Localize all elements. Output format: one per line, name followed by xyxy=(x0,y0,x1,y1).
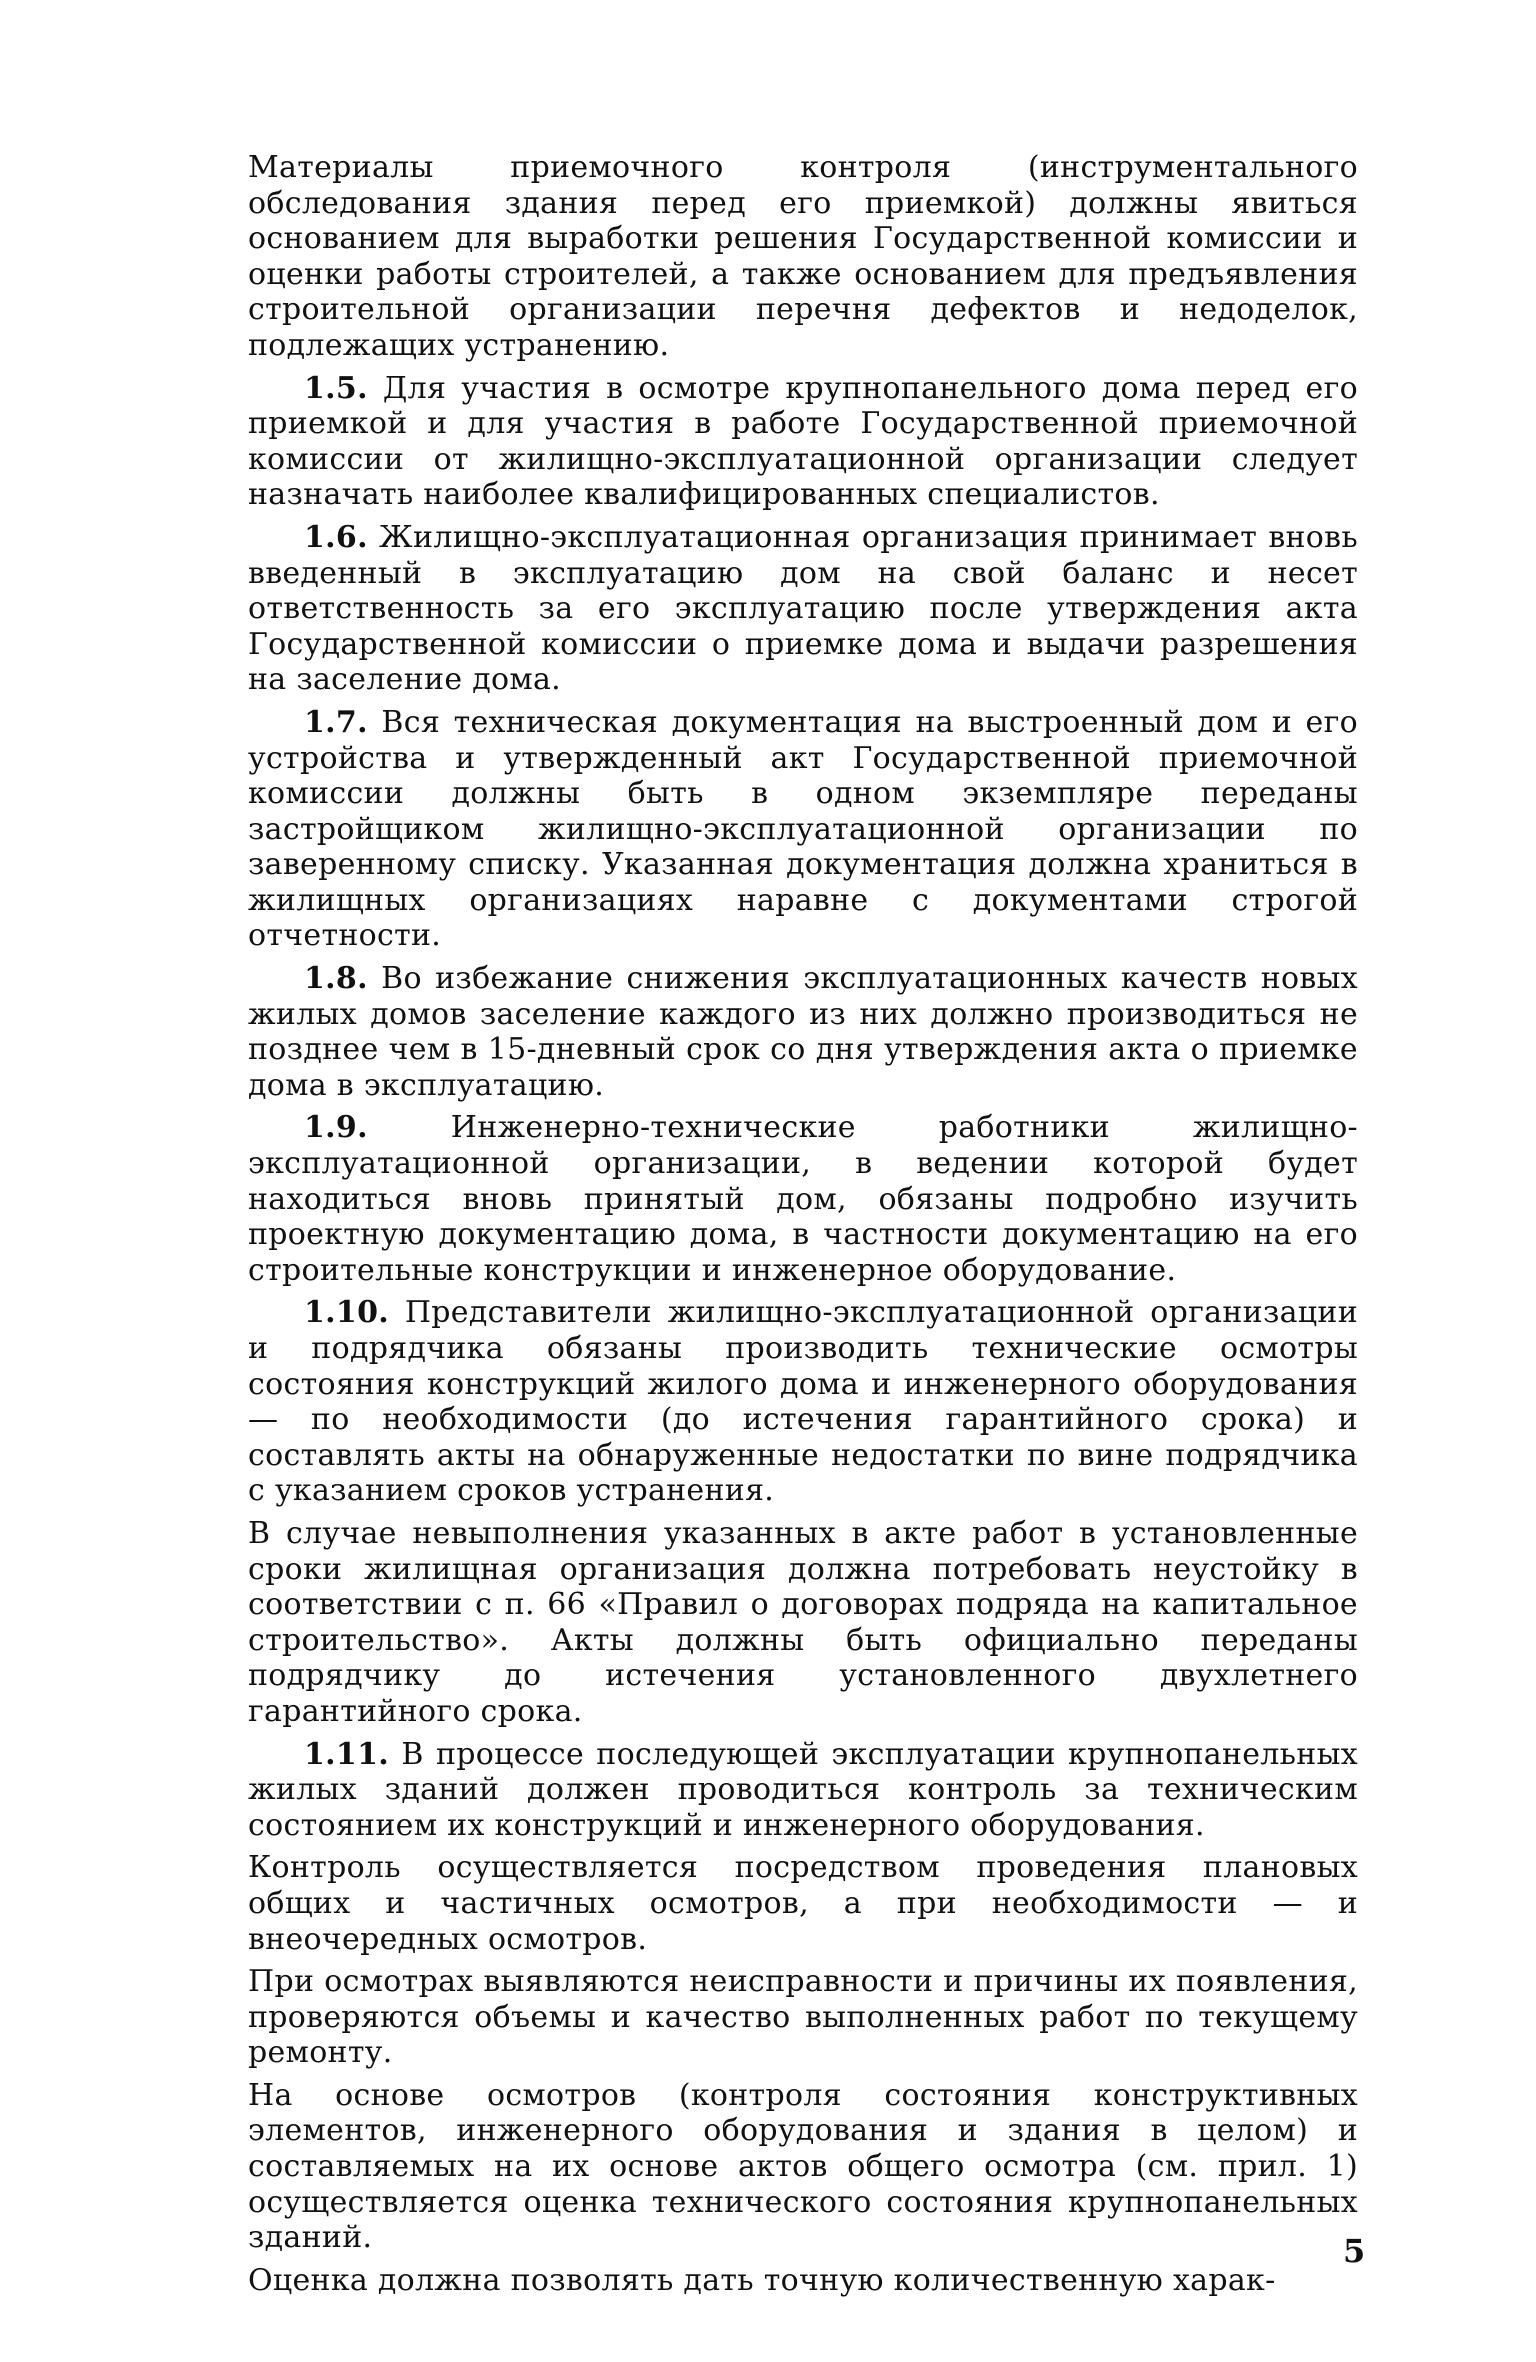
paragraph-inspections xyxy=(248,1964,1358,2071)
paragraph-number: 1.5. xyxy=(304,370,368,406)
paragraph-1-7 xyxy=(248,705,1358,954)
page-number: 5 xyxy=(1343,2232,1366,2270)
paragraph-control xyxy=(248,1850,1358,1957)
paragraph-text: Оценка должна позволять дать точную количественную харак- xyxy=(248,2262,1276,2298)
paragraph-text: Жилищно-эксплуатационная организация принимает вновь введенный в эксплуатацию дом на свой баланс и несет ответственность за его эксплуатацию после утверждения акта Государственной комиссии о приемке дома и выдачи разрешения на заселение дома. xyxy=(248,519,1358,698)
paragraph-text: При осмотрах выявляются неисправности и причины их появления, проверяются объемы и качество выполненных работ по текущему ремонту. xyxy=(248,1964,1358,2071)
paragraph-text: Инженерно-технические работники жилищно-эксплуатационной организации, в ведении которой будет находиться вновь принятый дом, обязаны подробно изучить проектную документацию дома, в частности документацию на его строительные конструкции и инженерное оборудование. xyxy=(248,1110,1358,1288)
paragraph-number: 1.9. xyxy=(304,1110,368,1146)
paragraph-1-6 xyxy=(248,520,1358,698)
paragraph-1-9 xyxy=(248,1110,1358,1288)
paragraph-intro xyxy=(248,150,1358,364)
paragraph-1-8 xyxy=(248,961,1358,1103)
paragraph-text: Вся техническая документация на выстроенный дом и его устройства и утвержденный акт Государственной приемочной комиссии должны быть в одном экземпляре переданы застройщиком жилищно-эксплуатационной организации по заверенному списку. Указанная документация должна храниться в жилищных организациях наравне с документами строгой отчетности. xyxy=(248,704,1358,954)
paragraph-number: 1.6. xyxy=(304,519,368,555)
paragraph-text: В случае невыполнения указанных в акте работ в установленные сроки жилищная организация должна потребовать неустойку в соответствии с п. 66 «Правил о договорах подряда на капитальное строительство». Акты должны быть официально переданы подрядчику до истечения установленного двухлетнего гарантийного срока. xyxy=(248,1515,1358,1729)
paragraph-text: Во избежание снижения эксплуатационных качеств новых жилых домов заселение каждого из них должно производиться не позднее чем в 15-дневный срок со дня утверждения акта о приемке дома в эксплуатацию. xyxy=(248,961,1358,1103)
paragraph-1-10 xyxy=(248,1295,1358,1509)
paragraph-1-11 xyxy=(248,1737,1358,1844)
paragraph-number: 1.8. xyxy=(304,961,368,997)
paragraph-text: Представители жилищно-эксплуатационной организации и подрядчика обязаны производить технические осмотры состояния конструкций жилого дома и инженерного оборудования — по необходимости (до истечения гарантийного срока) и составлять акты на обнаруженные недостатки по вине подрядчика с указанием сроков устранения. xyxy=(248,1295,1358,1509)
paragraph-text: Контроль осуществляется посредством проведения плановых общих и частичных осмотров, а при необходимости — и внеочередных осмотров. xyxy=(248,1850,1358,1957)
paragraph-assessment-basis xyxy=(248,2078,1358,2256)
paragraph-text: Материалы приемочного контроля (инструментального обследования здания перед его приемкой) должны явиться основанием для выработки решения Государственной комиссии и оценки работы строителей, а также основанием для предъявления строительной организации перечня дефектов и недоделок, подлежащих устранению. xyxy=(248,150,1358,363)
paragraph-penalty xyxy=(248,1516,1358,1730)
document-body xyxy=(248,150,1358,2305)
paragraph-text: В процессе последующей эксплуатации крупнопанельных жилых зданий должен проводиться контроль за техническим состоянием их конструкций и инженерного оборудования. xyxy=(248,1736,1358,1843)
paragraph-number: 1.7. xyxy=(304,704,368,740)
paragraph-1-5 xyxy=(248,371,1358,513)
paragraph-number: 1.10. xyxy=(304,1295,390,1331)
paragraph-assessment xyxy=(248,2263,1358,2299)
paragraph-number: 1.11. xyxy=(304,1736,390,1772)
paragraph-text: Для участия в осмотре крупнопанельного дома перед его приемкой и для участия в работе Государственной приемочной комиссии от жилищно-эксплуатационной организации следует назначать наиболее квалифицированных специалистов. xyxy=(248,370,1358,513)
paragraph-text: На основе осмотров (контроля состояния конструктивных элементов, инженерного оборудования и здания в целом) и составляемых на их основе актов общего осмотра (см. прил. 1) осуществляется оценка технического состояния крупнопанельных зданий. xyxy=(248,2077,1358,2256)
